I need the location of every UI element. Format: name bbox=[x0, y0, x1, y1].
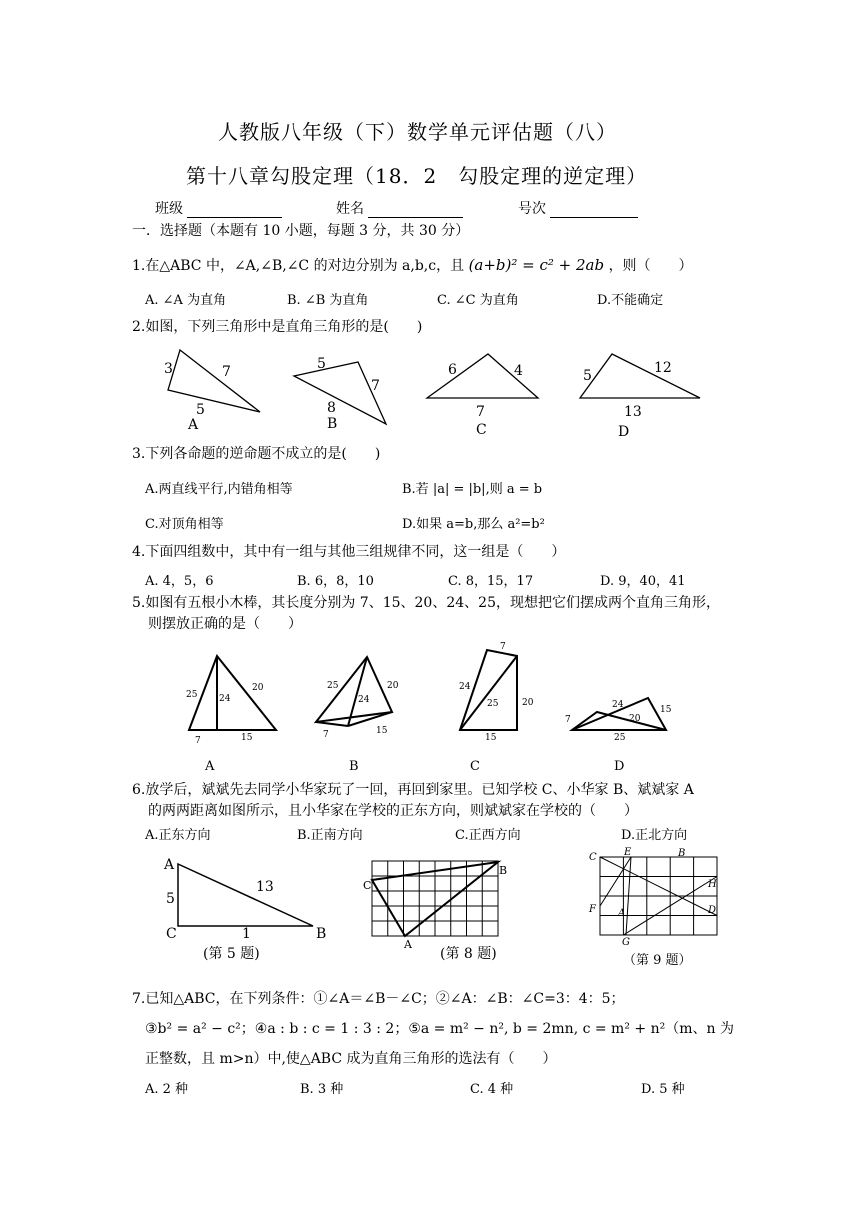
q2-c-side-1: 6 bbox=[448, 362, 457, 378]
q5-d-label-15: 15 bbox=[660, 705, 672, 715]
fig5-label-a: A bbox=[164, 857, 175, 873]
number-label: 号次 bbox=[518, 201, 546, 217]
q2-a-side-2: 7 bbox=[222, 364, 231, 380]
fig8-label-b: B bbox=[499, 864, 508, 877]
q7-stem-line2: ③b² = a² − c²；④a : b : c = 1 : 3 : 2；⑤a = m² − n², b = 2mn, c = m² + n²（m、n 为 bbox=[145, 1021, 734, 1037]
fig9-label-e: E bbox=[624, 847, 632, 858]
q1-text-b: ，则（ ） bbox=[608, 258, 693, 274]
class-label: 班级 bbox=[155, 201, 183, 217]
q2-stem: 2.如图，下列三角形中是直角三角形的是( ) bbox=[132, 319, 423, 335]
q7-stem-line1: 7.已知△ABC，在下列条件：①∠A＝∠B－∠C；②∠A：∠B：∠C=3：4：5； bbox=[132, 991, 625, 1007]
q5-letter-b: B bbox=[349, 759, 359, 774]
q5-b-label-15: 15 bbox=[376, 726, 388, 736]
fig9-label-d: D bbox=[708, 905, 717, 916]
fig8-caption: (第 8 题) bbox=[440, 946, 497, 962]
q5-c-label-15: 15 bbox=[485, 733, 497, 743]
q2-d-letter: D bbox=[618, 424, 630, 440]
fig9-label-f: F bbox=[589, 904, 596, 915]
q5-c-label-24: 24 bbox=[459, 682, 471, 692]
q6-option-b[interactable]: B.正南方向 bbox=[297, 828, 363, 843]
q3-stem: 3.下列各命题的逆命题不成立的是( ) bbox=[132, 446, 381, 462]
fig9-label-c: C bbox=[589, 852, 597, 863]
q6-option-d[interactable]: D.正北方向 bbox=[621, 828, 688, 843]
q5-b-label-20: 20 bbox=[387, 681, 399, 691]
q7-stem-line3: 正整数，且 m>n）中,使△ABC 成为直角三角形的选法有（ ） bbox=[145, 1051, 557, 1067]
q5-b-label-24: 24 bbox=[358, 695, 370, 705]
q5-stem-line2: 则摆放正确的是（ ） bbox=[148, 616, 302, 632]
q3-option-b[interactable]: B.若 |a| = |b|,则 a = b bbox=[402, 482, 543, 497]
q2-c-letter: C bbox=[476, 422, 487, 438]
q5-b-label-7: 7 bbox=[323, 730, 329, 740]
q2-c-side-3: 7 bbox=[476, 404, 485, 420]
fig9-labels bbox=[588, 847, 717, 948]
q2-d-side-1: 5 bbox=[583, 368, 592, 384]
page-title: 人教版八年级（下）数学单元评估题（八） bbox=[218, 120, 617, 144]
q2-b-side-3: 8 bbox=[327, 400, 336, 416]
q6-stem-line2: 的两两距离如图所示，且小华家在学校的正东方向，则斌斌家在学校的（ ） bbox=[148, 803, 638, 819]
fig5-labels bbox=[163, 857, 326, 962]
q5-stem-line1: 5.如图有五根小木棒，其长度分别为 7、15、20、24、25，现想把它们摆成两个直角三角形， bbox=[132, 595, 720, 611]
q7-option-d[interactable]: D. 5 种 bbox=[641, 1082, 685, 1097]
q1-text-a: 1.在△ABC 中，∠A,∠B,∠C 的对边分别为 a,b,c，且 bbox=[132, 258, 465, 274]
fig8-label-a: A bbox=[404, 938, 412, 951]
q2-b-side-1: 5 bbox=[317, 356, 326, 372]
fig5-label-1: 1 bbox=[242, 926, 251, 942]
fig9-label-a: A bbox=[618, 908, 626, 919]
fig9-label-g: G bbox=[622, 937, 630, 948]
q5-d-label-20: 20 bbox=[629, 714, 641, 724]
q2-a-side-3: 5 bbox=[196, 402, 205, 418]
q5-a-label-24: 24 bbox=[219, 694, 231, 704]
q5-a-label-25: 25 bbox=[186, 690, 198, 700]
q7-option-b[interactable]: B. 3 种 bbox=[300, 1082, 344, 1097]
fig8-label-c: C bbox=[363, 879, 372, 892]
q5-letter-d: D bbox=[614, 759, 625, 774]
q2-d-side-3: 13 bbox=[624, 404, 642, 420]
q5-letter-c: C bbox=[470, 759, 480, 774]
q5-d-label-25: 25 bbox=[614, 733, 626, 743]
q3-option-c[interactable]: C.对顶角相等 bbox=[145, 517, 224, 532]
fig5-caption: (第 5 题) bbox=[203, 946, 260, 962]
q1-formula: (a+b)² = c² + 2ab bbox=[468, 256, 605, 274]
q7-option-c[interactable]: C. 4 种 bbox=[470, 1082, 514, 1097]
q4-option-d[interactable]: D. 9，40，41 bbox=[600, 574, 686, 589]
q6-option-c[interactable]: C.正西方向 bbox=[455, 828, 521, 843]
q3-option-a[interactable]: A.两直线平行,内错角相等 bbox=[145, 482, 293, 497]
name-label: 姓名 bbox=[336, 201, 364, 217]
q1-option-c[interactable]: C. ∠C 为直角 bbox=[437, 293, 519, 308]
q5-c-label-25: 25 bbox=[487, 699, 499, 709]
fig9-caption: （第 9 题） bbox=[623, 953, 692, 968]
q4-option-a[interactable]: A. 4，5，6 bbox=[145, 574, 214, 589]
q1-option-d[interactable]: D.不能确定 bbox=[597, 293, 664, 308]
q3-option-d[interactable]: D.如果 a=b,那么 a²=b² bbox=[402, 517, 545, 532]
fig9-label-b: B bbox=[678, 848, 686, 859]
fig9-label-h: H bbox=[708, 879, 717, 890]
q5-d-label-7: 7 bbox=[565, 715, 571, 725]
q2-a-letter: A bbox=[188, 417, 199, 433]
fig5-label-13: 13 bbox=[256, 879, 274, 895]
q4-stem: 4.下面四组数中，其中有一组与其他三组规律不同，这一组是（ ） bbox=[132, 544, 566, 560]
q2-d-side-2: 12 bbox=[654, 360, 672, 376]
q5-d-label-24: 24 bbox=[612, 700, 624, 710]
q5-c-label-20: 20 bbox=[522, 698, 534, 708]
q5-letter-a: A bbox=[205, 759, 215, 774]
page-subtitle: 第十八章勾股定理（18．2 勾股定理的逆定理） bbox=[186, 164, 648, 188]
q2-b-side-2: 7 bbox=[371, 378, 380, 394]
q5-a-label-20: 20 bbox=[252, 683, 264, 693]
q4-option-c[interactable]: C. 8，15，17 bbox=[448, 574, 534, 589]
q6-option-a[interactable]: A.正东方向 bbox=[145, 828, 211, 843]
section-heading: 一．选择题（本题有 10 小题，每题 3 分，共 30 分） bbox=[132, 223, 470, 239]
fig5-label-c: C bbox=[166, 926, 177, 942]
q5-a-label-15: 15 bbox=[241, 733, 253, 743]
q7-option-a[interactable]: A. 2 种 bbox=[145, 1082, 189, 1097]
q2-b-letter: B bbox=[327, 416, 338, 432]
q1-option-b[interactable]: B. ∠B 为直角 bbox=[287, 293, 369, 308]
q2-a-side-1: 3 bbox=[164, 361, 173, 377]
fig5-label-5: 5 bbox=[166, 891, 175, 907]
q4-option-b[interactable]: B. 6，8，10 bbox=[297, 574, 374, 589]
q5-b-label-25: 25 bbox=[327, 681, 339, 691]
fig5-triangle bbox=[178, 864, 313, 926]
q5-c-label-7: 7 bbox=[500, 642, 506, 652]
fig8-grid bbox=[372, 861, 498, 936]
q5-a-label-7: 7 bbox=[195, 736, 201, 746]
q1-option-a[interactable]: A. ∠A 为直角 bbox=[145, 293, 227, 308]
fig9-grid bbox=[600, 857, 717, 935]
fig5-label-b: B bbox=[316, 926, 327, 942]
q2-c-side-2: 4 bbox=[514, 363, 523, 379]
q6-stem-line1: 6.放学后，斌斌先去同学小华家玩了一回，再回到家里。已知学校 C、小华家 B、斌斌家 A bbox=[132, 782, 694, 798]
